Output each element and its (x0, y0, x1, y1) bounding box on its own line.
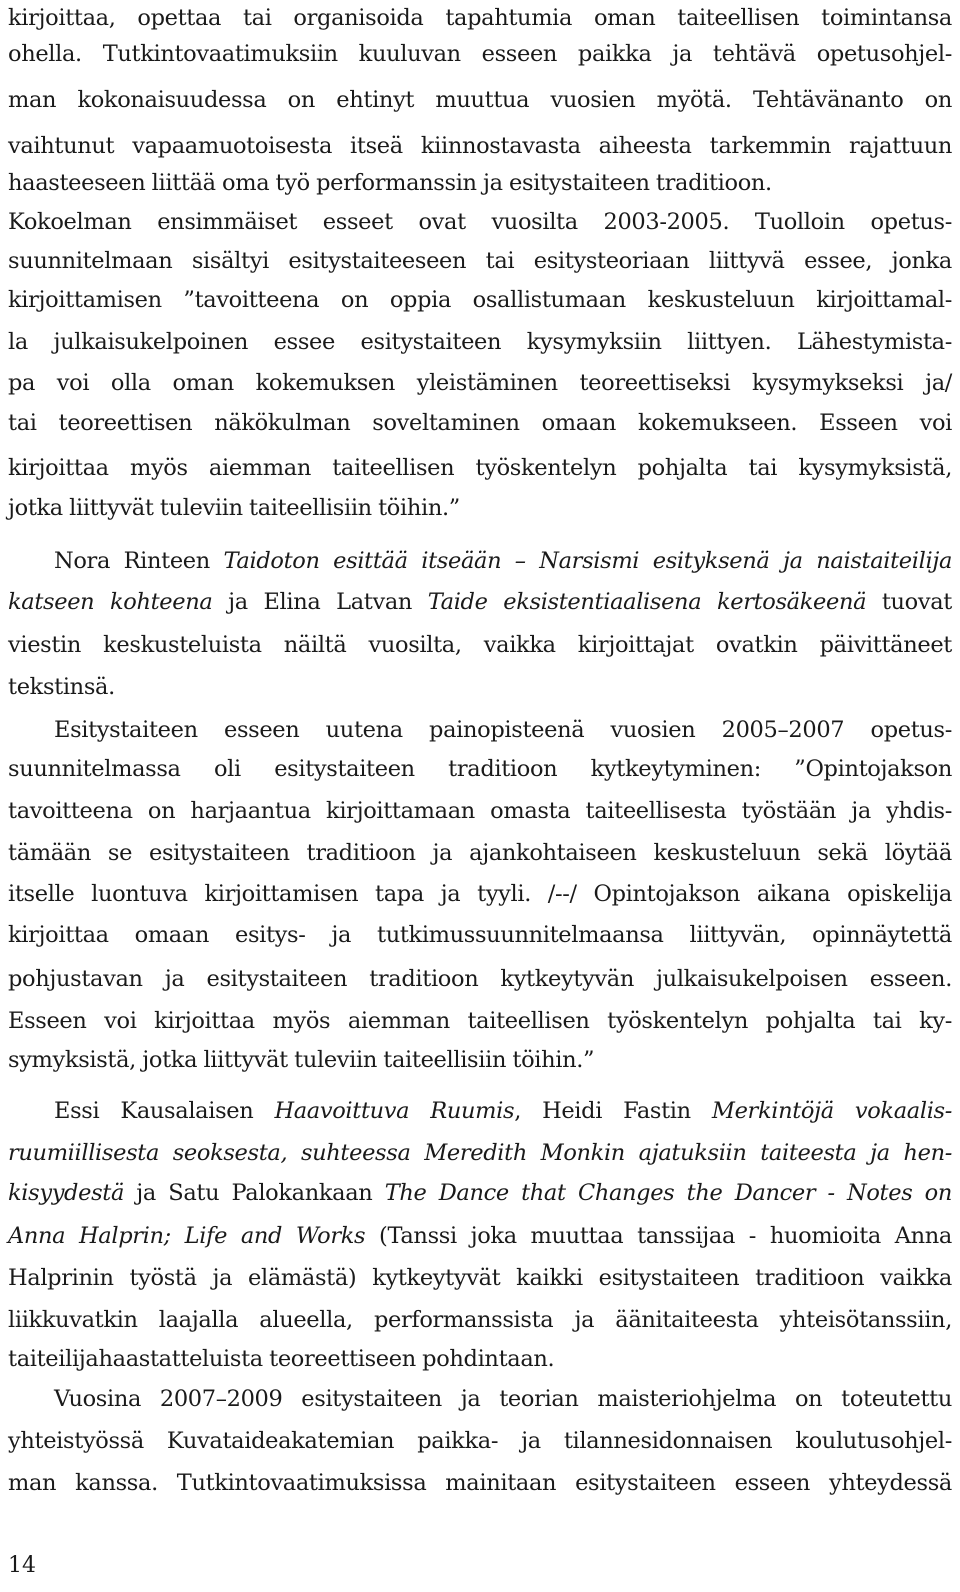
text-span: Halprinin työstä ja elämästä) kytkeytyvät kaikki esitystaiteen traditioon vaikka (8, 1265, 952, 1291)
italic-title-span: ruumiillisesta seoksesta, suhteessa Meredith Monkin ajatuksiin taiteesta ja hen- (8, 1140, 952, 1166)
text-span: (Tanssi joka muuttaa tanssijaa - huomioita Anna (365, 1223, 952, 1249)
text-span: la julkaisukelpoinen essee esitystaiteen kysymyksiin liittyen. Lähestymista- (8, 329, 952, 355)
text-span: kirjoittamisen ”tavoitteena on oppia osallistumaan keskusteluun kirjoittamal- (8, 287, 952, 313)
text-line (8, 1463, 952, 1503)
text-span: jotka liittyvät tuleviin taiteellisiin töihin.” (8, 495, 460, 521)
text-line (8, 363, 952, 403)
italic-title-span: Haavoittuva Ruumis (274, 1098, 515, 1124)
text-line (8, 710, 952, 750)
text-line (8, 34, 952, 74)
text-line (8, 625, 952, 665)
text-line (8, 280, 952, 320)
text-line (8, 667, 952, 707)
text-span: Essi Kausalaisen (54, 1098, 275, 1124)
text-line (8, 1091, 952, 1131)
text-line (8, 959, 952, 999)
text-span: man kokonaisuudessa on ehtinyt muuttua vuosien myötä. Tehtävänanto on (8, 87, 952, 113)
text-line (8, 1040, 952, 1080)
text-line (8, 541, 952, 581)
text-span: symyksistä, jotka liittyvät tuleviin taiteellisiin töihin.” (8, 1047, 595, 1073)
text-span: Vuosina 2007–2009 esitystaiteen ja teorian maisteriohjelma on toteutettu (54, 1386, 952, 1412)
text-line (8, 1258, 952, 1298)
text-span: kirjoittaa, opettaa tai organisoida tapahtumia oman taiteellisen toimintansa (8, 5, 952, 31)
italic-title-span: katseen kohteena (8, 589, 213, 615)
text-line (8, 1216, 952, 1256)
text-line (8, 1133, 952, 1173)
text-line (8, 322, 952, 362)
italic-title-span: Merkintöjä vokaalis- (711, 1098, 952, 1124)
text-span: vaihtunut vapaamuotoisesta itseä kiinnostavasta aiheesta tarkemmin rajattuun (8, 133, 952, 159)
text-span: tai teoreettisen näkökulman soveltaminen omaan kokemukseen. Esseen voi (8, 410, 952, 436)
text-line (8, 163, 952, 203)
text-line (8, 241, 952, 281)
text-line (8, 749, 952, 789)
text-line (8, 202, 952, 242)
text-line (8, 448, 952, 488)
text-span: taiteilijahaastatteluista teoreettiseen pohdintaan. (8, 1346, 555, 1372)
text-span: kirjoittaa myös aiemman taiteellisen työskentelyn pohjalta tai kysymyksistä, (8, 455, 952, 481)
text-span: yhteistyössä Kuvataideakatemian paikka- ja tilannesidonnaisen koulutusohjel- (8, 1428, 952, 1454)
text-line (8, 1379, 952, 1419)
text-span: kirjoittaa omaan esitys- ja tutkimussuunnitelmaansa liittyvän, opinnäytettä (8, 922, 952, 948)
text-line (8, 1339, 952, 1379)
text-line (8, 126, 952, 166)
text-span: suunnitelmaan sisältyi esitystaiteeseen tai esitysteoriaan liittyvä essee, jonka (8, 248, 952, 274)
text-span: itselle luontuva kirjoittamisen tapa ja tyyli. /--/ Opintojakson aikana opiskelija (8, 881, 952, 907)
text-line (8, 1421, 952, 1461)
text-line (8, 582, 952, 622)
text-span: Nora Rinteen (54, 548, 224, 574)
text-line (8, 833, 952, 873)
text-line (8, 915, 952, 955)
text-line (8, 1173, 952, 1213)
text-span: Esitystaiteen esseen uutena painopisteenä vuosien 2005–2007 opetus- (54, 717, 952, 743)
text-line (8, 1001, 952, 1041)
text-span: suunnitelmassa oli esitystaiteen traditioon kytkeytyminen: ”Opintojakson (8, 756, 952, 782)
text-span: tekstinsä. (8, 674, 115, 700)
text-span: Esseen voi kirjoittaa myös aiemman taiteellisen työskentelyn pohjalta tai ky- (8, 1008, 952, 1034)
text-line (8, 874, 952, 914)
text-line (8, 1300, 952, 1340)
text-span: Kokoelman ensimmäiset esseet ovat vuosilta 2003-2005. Tuolloin opetus- (8, 209, 952, 235)
page-number: 14 (8, 1553, 36, 1578)
italic-title-span: Taidoton esittää itseään – Narsismi esityksenä ja naistaiteilija (223, 548, 953, 574)
text-span: pa voi olla oman kokemuksen yleistäminen teoreettiseksi kysymykseksi ja/ (8, 370, 952, 396)
text-span: pohjustavan ja esitystaiteen traditioon kytkeytyvän julkaisukelpoisen esseen. (8, 966, 952, 992)
text-span: tuovat (866, 589, 952, 615)
italic-title-span: kisyydestä (8, 1180, 125, 1206)
text-line (8, 80, 952, 120)
text-line (8, 488, 952, 528)
text-span: viestin keskusteluista näiltä vuosilta, vaikka kirjoittajat ovatkin päivittäneet (8, 632, 952, 658)
text-line (8, 403, 952, 443)
text-line (8, 791, 952, 831)
text-span: tämään se esitystaiteen traditioon ja ajankohtaiseen keskusteluun sekä löytää (8, 840, 952, 866)
text-span: ja Elina Latvan (212, 589, 428, 615)
text-span: tavoitteena on harjaantua kirjoittamaan omasta taiteellisesta työstään ja yhdis- (8, 798, 952, 824)
italic-title-span: Taide eksistentiaalisena kertosäkeenä (427, 589, 867, 615)
text-span: ja Satu Palokankaan (124, 1180, 385, 1206)
text-span: , Heidi Fastin (514, 1098, 712, 1124)
text-span: liikkuvatkin laajalla alueella, performanssista ja äänitaiteesta yhteisötanssiin, (8, 1307, 952, 1333)
italic-title-span: Anna Halprin; Life and Works (8, 1223, 366, 1249)
text-span: man kanssa. Tutkintovaatimuksissa mainitaan esitystaiteen esseen yhteydessä (8, 1470, 952, 1496)
italic-title-span: The Dance that Changes the Dancer - Notes on (384, 1180, 952, 1206)
text-span: ohella. Tutkintovaatimuksiin kuuluvan esseen paikka ja tehtävä opetusohjel- (8, 41, 952, 67)
text-span: haasteeseen liittää oma työ performanssin ja esitystaiteen traditioon. (8, 170, 772, 196)
text-line (8, 0, 952, 38)
